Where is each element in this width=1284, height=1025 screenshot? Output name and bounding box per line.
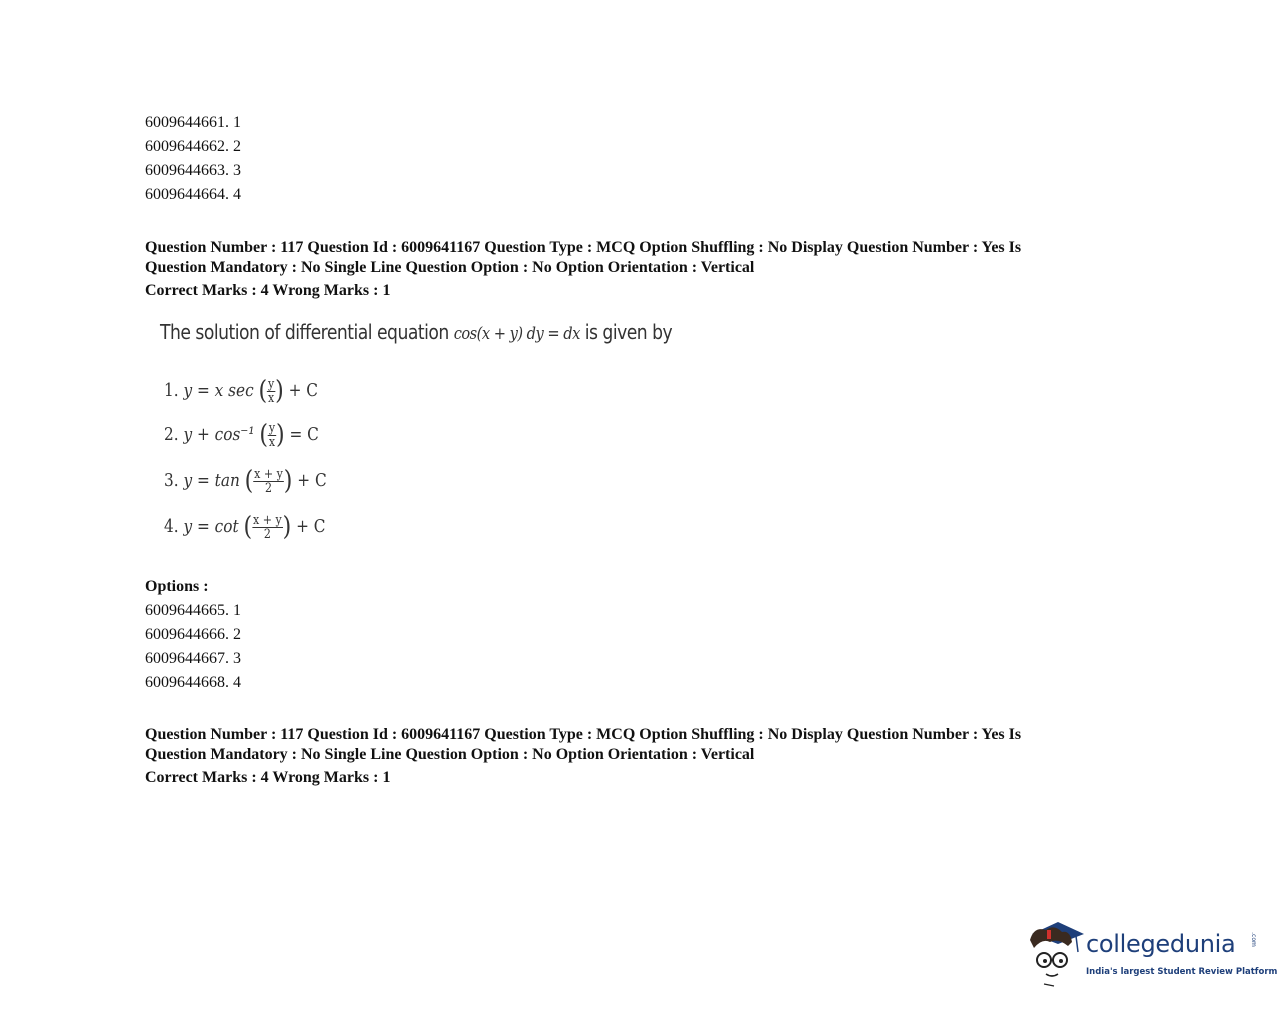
option-line: 6009644662. 2	[145, 138, 241, 155]
question-meta	[145, 238, 1125, 301]
choice-number: 3.	[164, 470, 179, 491]
question-meta-line: Question Number : 117 Question Id : 6009641167 Question Type : MCQ Option Shuffling : No Display Question Number : Yes Is	[145, 726, 1022, 743]
question-stem	[160, 320, 672, 344]
option-line: 6009644663. 3	[145, 162, 241, 179]
frac-num: x + y	[254, 466, 283, 482]
question-meta-line: Question Mandatory : No Single Line Question Option : No Option Orientation : Vertical	[145, 745, 755, 763]
choice-number: 1.	[164, 380, 179, 401]
choice-rhs: + C	[296, 516, 326, 537]
frac-num: y	[268, 376, 275, 392]
frac-den: x	[268, 390, 275, 406]
option-line: 6009644661. 1	[145, 114, 241, 131]
option-line: 6009644667. 3	[145, 650, 241, 667]
choice-number: 2.	[164, 424, 179, 445]
frac-num: x + y	[252, 512, 282, 528]
option-line: 6009644668. 4	[145, 674, 241, 691]
options-list	[145, 575, 241, 695]
choice-1: 1. y = x sec ( $\frac{y}{x}$ ) + C	[164, 376, 319, 406]
choice-3: 3. y = tan ( $\frac{x + y}{2}$ ) + C	[164, 466, 327, 496]
logo-name: collegedunia	[1086, 930, 1236, 958]
choice-2: 2. y + cos⁻¹ ( $\frac{y}{x}$ ) = C	[164, 420, 319, 450]
option-line: 6009644664. 4	[145, 186, 241, 203]
option-line: 6009644666. 2	[145, 626, 241, 643]
frac-den: 2	[265, 480, 273, 496]
stem-text: The solution of differential equation	[160, 320, 449, 344]
question-meta-line: Question Mandatory : No Single Line Question Option : No Option Orientation : Vertical	[145, 258, 755, 276]
logo-suffix: .com	[1249, 932, 1257, 947]
choice-rhs: + C	[297, 470, 327, 491]
question-image	[158, 314, 678, 564]
stem-equation: cos(x + y) dy = dx	[453, 324, 580, 344]
mascot-icon	[1024, 916, 1086, 988]
choice-number: 4.	[164, 516, 179, 537]
question-marks: Correct Marks : 4 Wrong Marks : 1	[145, 282, 391, 299]
choice-rhs: + C	[288, 380, 319, 401]
choice-lhs: y = x sec	[183, 380, 254, 401]
frac-den: x	[268, 434, 276, 450]
logo-tagline: India's largest Student Review Platform	[1086, 967, 1278, 977]
choice-lhs: y = tan	[183, 470, 240, 491]
choice-rhs: = C	[289, 424, 319, 445]
question-marks: Correct Marks : 4 Wrong Marks : 1	[145, 769, 391, 786]
question-meta-line: Question Number : 117 Question Id : 6009641167 Question Type : MCQ Option Shuffling : No Display Question Number : Yes Is	[145, 239, 1022, 256]
stem-end: is given by	[584, 320, 673, 344]
frac-num: y	[268, 420, 276, 436]
previous-options-list	[145, 111, 241, 207]
collegedunia-logo	[1024, 916, 1278, 988]
frac-den: 2	[263, 526, 271, 542]
choice-4: 4. y = cot ( $\frac{x + y}{2}$ ) + C	[164, 512, 326, 542]
choice-lhs: y + cos⁻¹	[183, 424, 255, 445]
option-line: 6009644665. 1	[145, 602, 241, 619]
next-question-meta	[145, 725, 1125, 788]
choice-lhs: y = cot	[183, 516, 239, 537]
options-label: Options :	[145, 578, 209, 595]
